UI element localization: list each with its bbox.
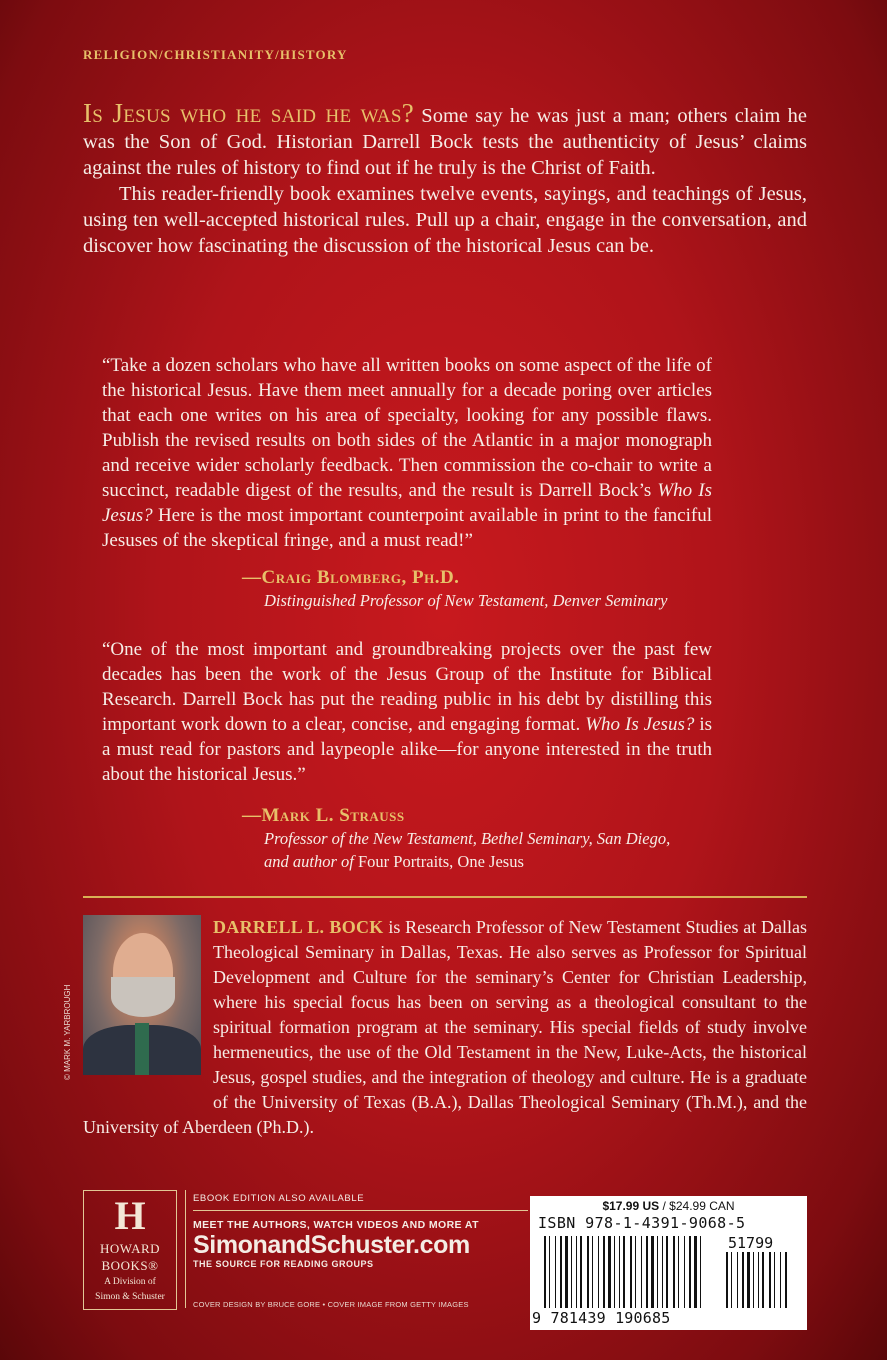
barcode-bar: [747, 1252, 750, 1308]
barcode-bar: [641, 1236, 642, 1308]
author-name: DARRELL L. BOCK: [213, 917, 384, 937]
book-title: Who Is Jesus?: [585, 714, 695, 735]
isbn-text: ISBN 978-1-4391-9068-5: [538, 1214, 746, 1232]
barcode-bar: [726, 1252, 728, 1308]
barcode-addon: [726, 1252, 792, 1308]
endorser-role-2: [242, 850, 670, 873]
barcode-bar: [774, 1252, 775, 1308]
endorser-name: —Mark L. Strauss: [242, 805, 405, 826]
category-label: RELIGION/CHRISTIANITY/HISTORY: [83, 47, 348, 62]
description: [83, 100, 807, 259]
barcode-bar: [769, 1252, 771, 1308]
endorser-role: Professor of the New Testament, Bethel Seminary, San Diego,: [264, 829, 671, 848]
barcode-bar: [678, 1236, 679, 1308]
barcode-bar: [785, 1252, 787, 1308]
endorser-name: —Craig Blomberg, Ph.D.: [242, 567, 460, 588]
barcode-bar: [742, 1252, 744, 1308]
barcode-bar: [576, 1236, 577, 1308]
divider: [83, 896, 807, 898]
price-us: $17.99 US: [602, 1199, 660, 1213]
barcode-bar: [662, 1236, 663, 1308]
author-bio: [83, 915, 807, 1140]
barcode-bar: [580, 1236, 582, 1308]
price-can: / $24.99 CAN: [659, 1199, 735, 1213]
ean-text: 9 781439 190685: [532, 1309, 671, 1327]
book-title: Who Is Jesus?: [102, 480, 712, 526]
barcode-bar: [598, 1236, 599, 1308]
quote-text-end: Here is the most important counterpoint available in print to the fanciful Jesuses of the skeptical fringe, and a must read!”: [102, 505, 712, 551]
barcode-bar: [666, 1236, 668, 1308]
endorsement-quote-2: [102, 637, 712, 787]
endorsement-quote-1: [102, 353, 712, 553]
publisher-name-1: HOWARD: [99, 1241, 161, 1256]
barcode-bar: [592, 1236, 593, 1308]
book-title: Four Portraits, One Jesus: [357, 852, 524, 871]
barcode-bar: [657, 1236, 658, 1308]
barcode-bar: [544, 1236, 546, 1308]
barcode-bar: [635, 1236, 636, 1308]
promo-divider: [193, 1210, 528, 1211]
barcode-bar: [753, 1252, 754, 1308]
publisher-name-2: BOOKS®: [101, 1258, 159, 1273]
quote-text: “Take a dozen scholars who have all written books on some aspect of the life of the historical Jesus. Have them meet annually for a decade poring over articles that each one writes on his area of specialty, looking for any possible flaws. Publish the revised results on both sides of the Atlantic in a major monograph and receive wider scholarly feedback. Then commission the co-chair to write a succinct, readable digest of the results, and the result is Darrell Bock’s: [102, 355, 712, 501]
barcode-bar: [630, 1236, 632, 1308]
quote-text-end: is a must read for pastors and laypeople alike—for anyone interested in the truth about the historical Jesus.”: [102, 714, 712, 785]
barcode-bar: [694, 1236, 697, 1308]
barcode-bar: [565, 1236, 568, 1308]
lead-question: Is Jesus who he said he was?: [83, 98, 414, 128]
barcode-box: [530, 1196, 807, 1330]
barcode-bar: [571, 1236, 572, 1308]
quote-text: “One of the most important and groundbreaking projects over the past few decades has been the work of the Jesus Group of the Institute for Biblical Research. Darrell Bock has put the reading public in his debt by distilling this important work down to a clear, concise, and engaging format.: [102, 639, 712, 735]
price: [530, 1199, 807, 1213]
barcode-bar: [673, 1236, 675, 1308]
barcode-bar: [587, 1236, 589, 1308]
barcode-bar: [684, 1236, 685, 1308]
barcode-bar: [614, 1236, 615, 1308]
logo-letter: H: [114, 1193, 146, 1238]
description-paragraph-2: This reader-friendly book examines twelve events, sayings, and teachings of Jesus, using ten well-accepted historical rules. Pull up a chair, engage in the conversation, and discover how fascinating the discussion of the historical Jesus can be.: [83, 183, 807, 257]
barcode-bar: [700, 1236, 701, 1308]
barcode-bar: [555, 1236, 556, 1308]
photo-credit: © MARK M. YARBROUGH: [63, 984, 72, 1080]
publisher-logo: [83, 1190, 177, 1310]
divider-vertical: [185, 1190, 186, 1308]
division-2: Simon & Schuster: [95, 1292, 165, 1302]
barcode-bar: [762, 1252, 764, 1308]
barcode-bar: [619, 1236, 620, 1308]
barcode-bar: [731, 1252, 732, 1308]
barcode-bar: [737, 1252, 738, 1308]
barcode-bar: [758, 1252, 759, 1308]
ebook-note: EBOOK EDITION ALSO AVAILABLE: [193, 1193, 365, 1204]
barcode-bar: [646, 1236, 648, 1308]
barcode-bar: [608, 1236, 611, 1308]
promo-source: THE SOURCE FOR READING GROUPS: [193, 1259, 374, 1269]
promo-meet: MEET THE AUTHORS, WATCH VIDEOS AND MORE AT: [193, 1219, 479, 1231]
barcode-bar: [560, 1236, 562, 1308]
barcode-addon-text: 51799: [728, 1234, 774, 1252]
barcode-bar: [780, 1252, 781, 1308]
barcode-bar: [603, 1236, 605, 1308]
cover-credit: COVER DESIGN BY BRUCE GORE • COVER IMAGE FROM GETTY IMAGES: [193, 1300, 469, 1309]
barcode-main: [544, 1236, 704, 1308]
description-text-1: Some say he was just a man; others claim he was the Son of God. Historian Darrell Bock tests the authenticity of Jesus’ claims against the rules of history to find out if he truly is the Christ of Faith.: [83, 105, 807, 179]
endorser-1: [242, 567, 667, 612]
publisher-website[interactable]: SimonandSchuster.com: [193, 1231, 470, 1259]
bio-text: is Research Professor of New Testament Studies at Dallas Theological Seminary in Dallas, Texas. He also serves as Professor for Spiritual Development and Culture for the seminary’s Center for Christian Leadership, where his special focus has been on serving as a theological consultant to the spiritual formation program at the seminary. His special fields of study involve hermeneutics, the use of the Old Testament in the New, Luke-Acts, the historical Jesus, gospel studies, and the integration of theology and culture. He is a graduate of the University of Texas (B.A.), Dallas Theological Seminary (Th.M.), and the University of Aberdeen (Ph.D.).: [83, 917, 807, 1137]
description-paragraph-1: [83, 100, 807, 181]
endorser-role: Distinguished Professor of New Testament, Denver Seminary: [264, 591, 668, 610]
role-text: and author of: [264, 852, 358, 871]
barcode-bar: [623, 1236, 625, 1308]
barcode-bar: [549, 1236, 550, 1308]
barcode-bar: [689, 1236, 691, 1308]
promo-block: [193, 1193, 528, 1269]
barcode-bar: [651, 1236, 654, 1308]
endorser-2: [242, 805, 670, 873]
division-1: A Division of: [104, 1277, 156, 1287]
